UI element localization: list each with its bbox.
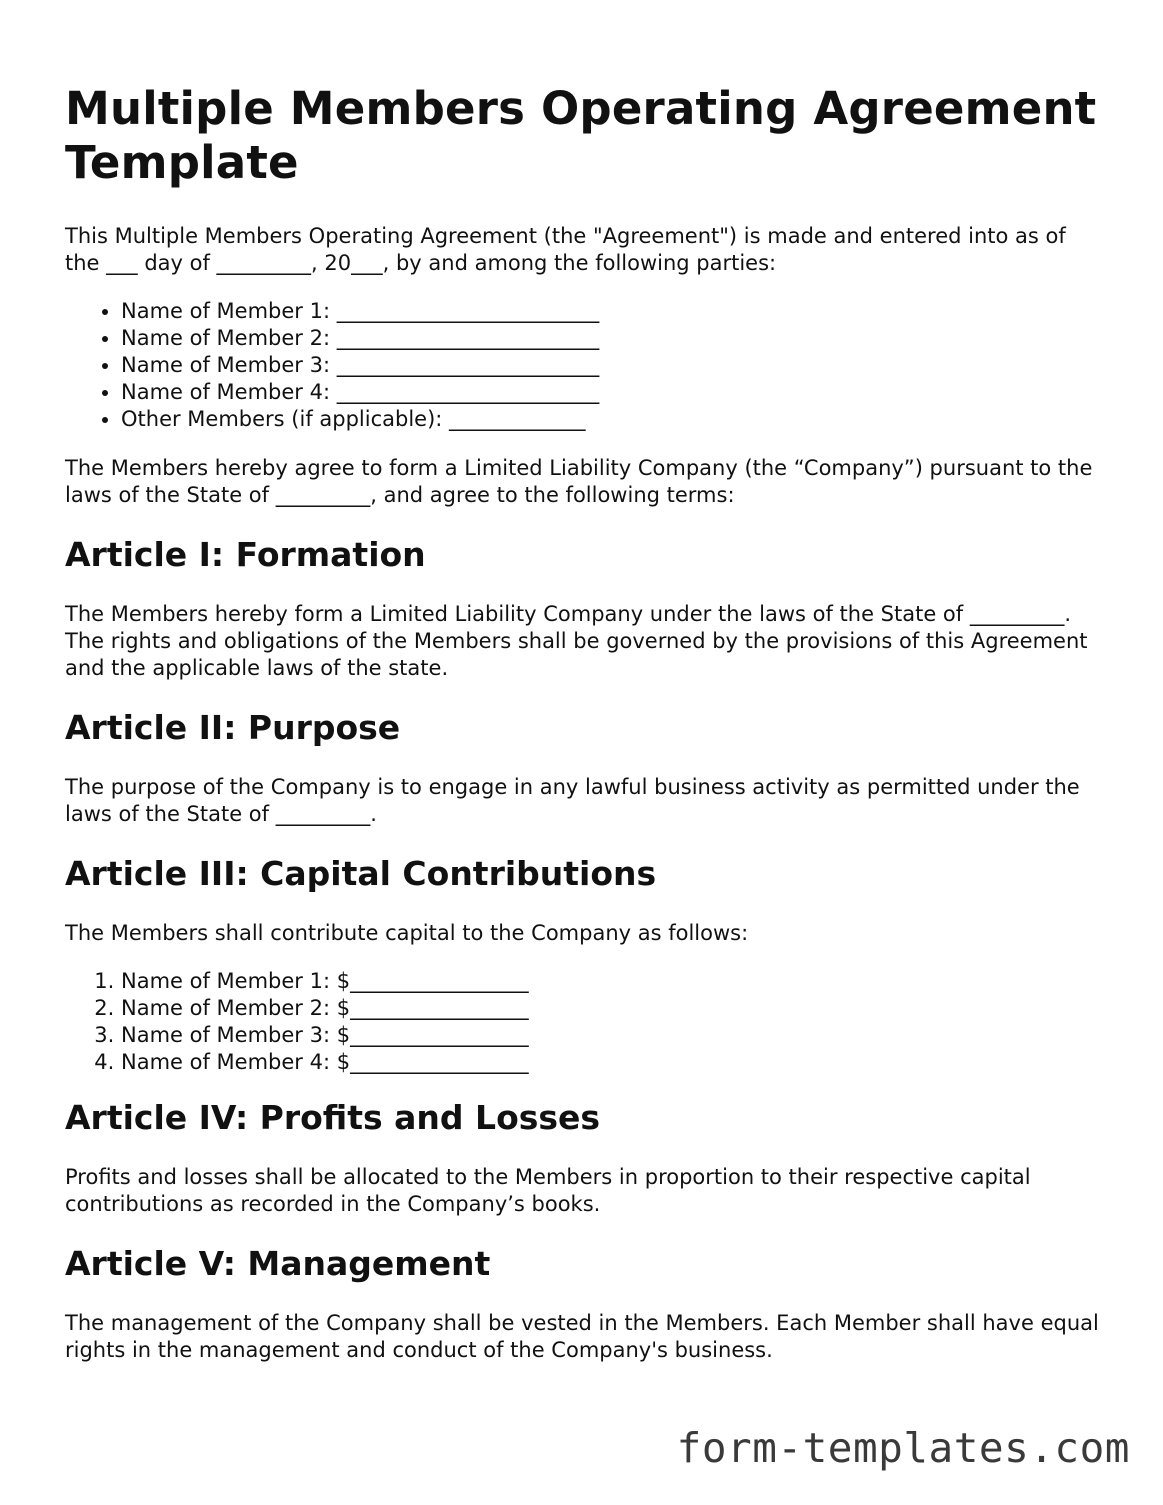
party-item: • Name of Member 4: _________________________ (121, 379, 1105, 406)
contribution-item: 1. Name of Member 1: $_________________ (121, 968, 1105, 995)
article-1-body: The Members hereby form a Limited Liability Company under the laws of the State of _________. The rights and obligations of the Members shall be governed by the provisions of this Agreement and the applicable laws of the state. (65, 602, 1088, 680)
contribution-item: 4. Name of Member 4: $_________________ (121, 1049, 1105, 1076)
capital-contributions-list (65, 968, 1105, 1076)
article-3-heading: Article III: Capital Contributions (65, 854, 657, 893)
document-page (65, 82, 1105, 1385)
watermark-text: form-templates.com (676, 1424, 1130, 1472)
party-item: • Name of Member 3: _________________________ (121, 352, 1105, 379)
document-title: Multiple Members Operating Agreement Template (65, 82, 1097, 189)
article-1-heading: Article I: Formation (65, 535, 426, 574)
party-item: • Name of Member 1: _________________________ (121, 298, 1105, 325)
article-3-body: The Members shall contribute capital to the Company as follows: (65, 921, 749, 945)
article-5-body: The management of the Company shall be vested in the Members. Each Member shall have equal rights in the management and conduct of the Company's business. (65, 1311, 1099, 1362)
contribution-item: 2. Name of Member 2: $_________________ (121, 995, 1105, 1022)
intro-paragraph: This Multiple Members Operating Agreement (the "Agreement") is made and entered into as of the ___ day of _________, 20___, by and among the following parties: (65, 224, 1066, 275)
article-2-body: The purpose of the Company is to engage in any lawful business activity as permitted under the laws of the State of _________. (65, 775, 1080, 826)
parties-list (65, 298, 1105, 433)
article-2-heading: Article II: Purpose (65, 708, 401, 747)
article-5-heading: Article V: Management (65, 1244, 491, 1283)
party-item: • Other Members (if applicable): _____________ (121, 406, 1105, 433)
article-4-body: Profits and losses shall be allocated to the Members in proportion to their respective capital contributions as recorded in the Company’s books. (65, 1165, 1031, 1216)
article-4-heading: Article IV: Profits and Losses (65, 1098, 601, 1137)
party-item: • Name of Member 2: _________________________ (121, 325, 1105, 352)
contribution-item: 3. Name of Member 3: $_________________ (121, 1022, 1105, 1049)
formation-intro-paragraph: The Members hereby agree to form a Limited Liability Company (the “Company”) pursuant to the laws of the State of _________, and agree to the following terms: (65, 456, 1093, 507)
